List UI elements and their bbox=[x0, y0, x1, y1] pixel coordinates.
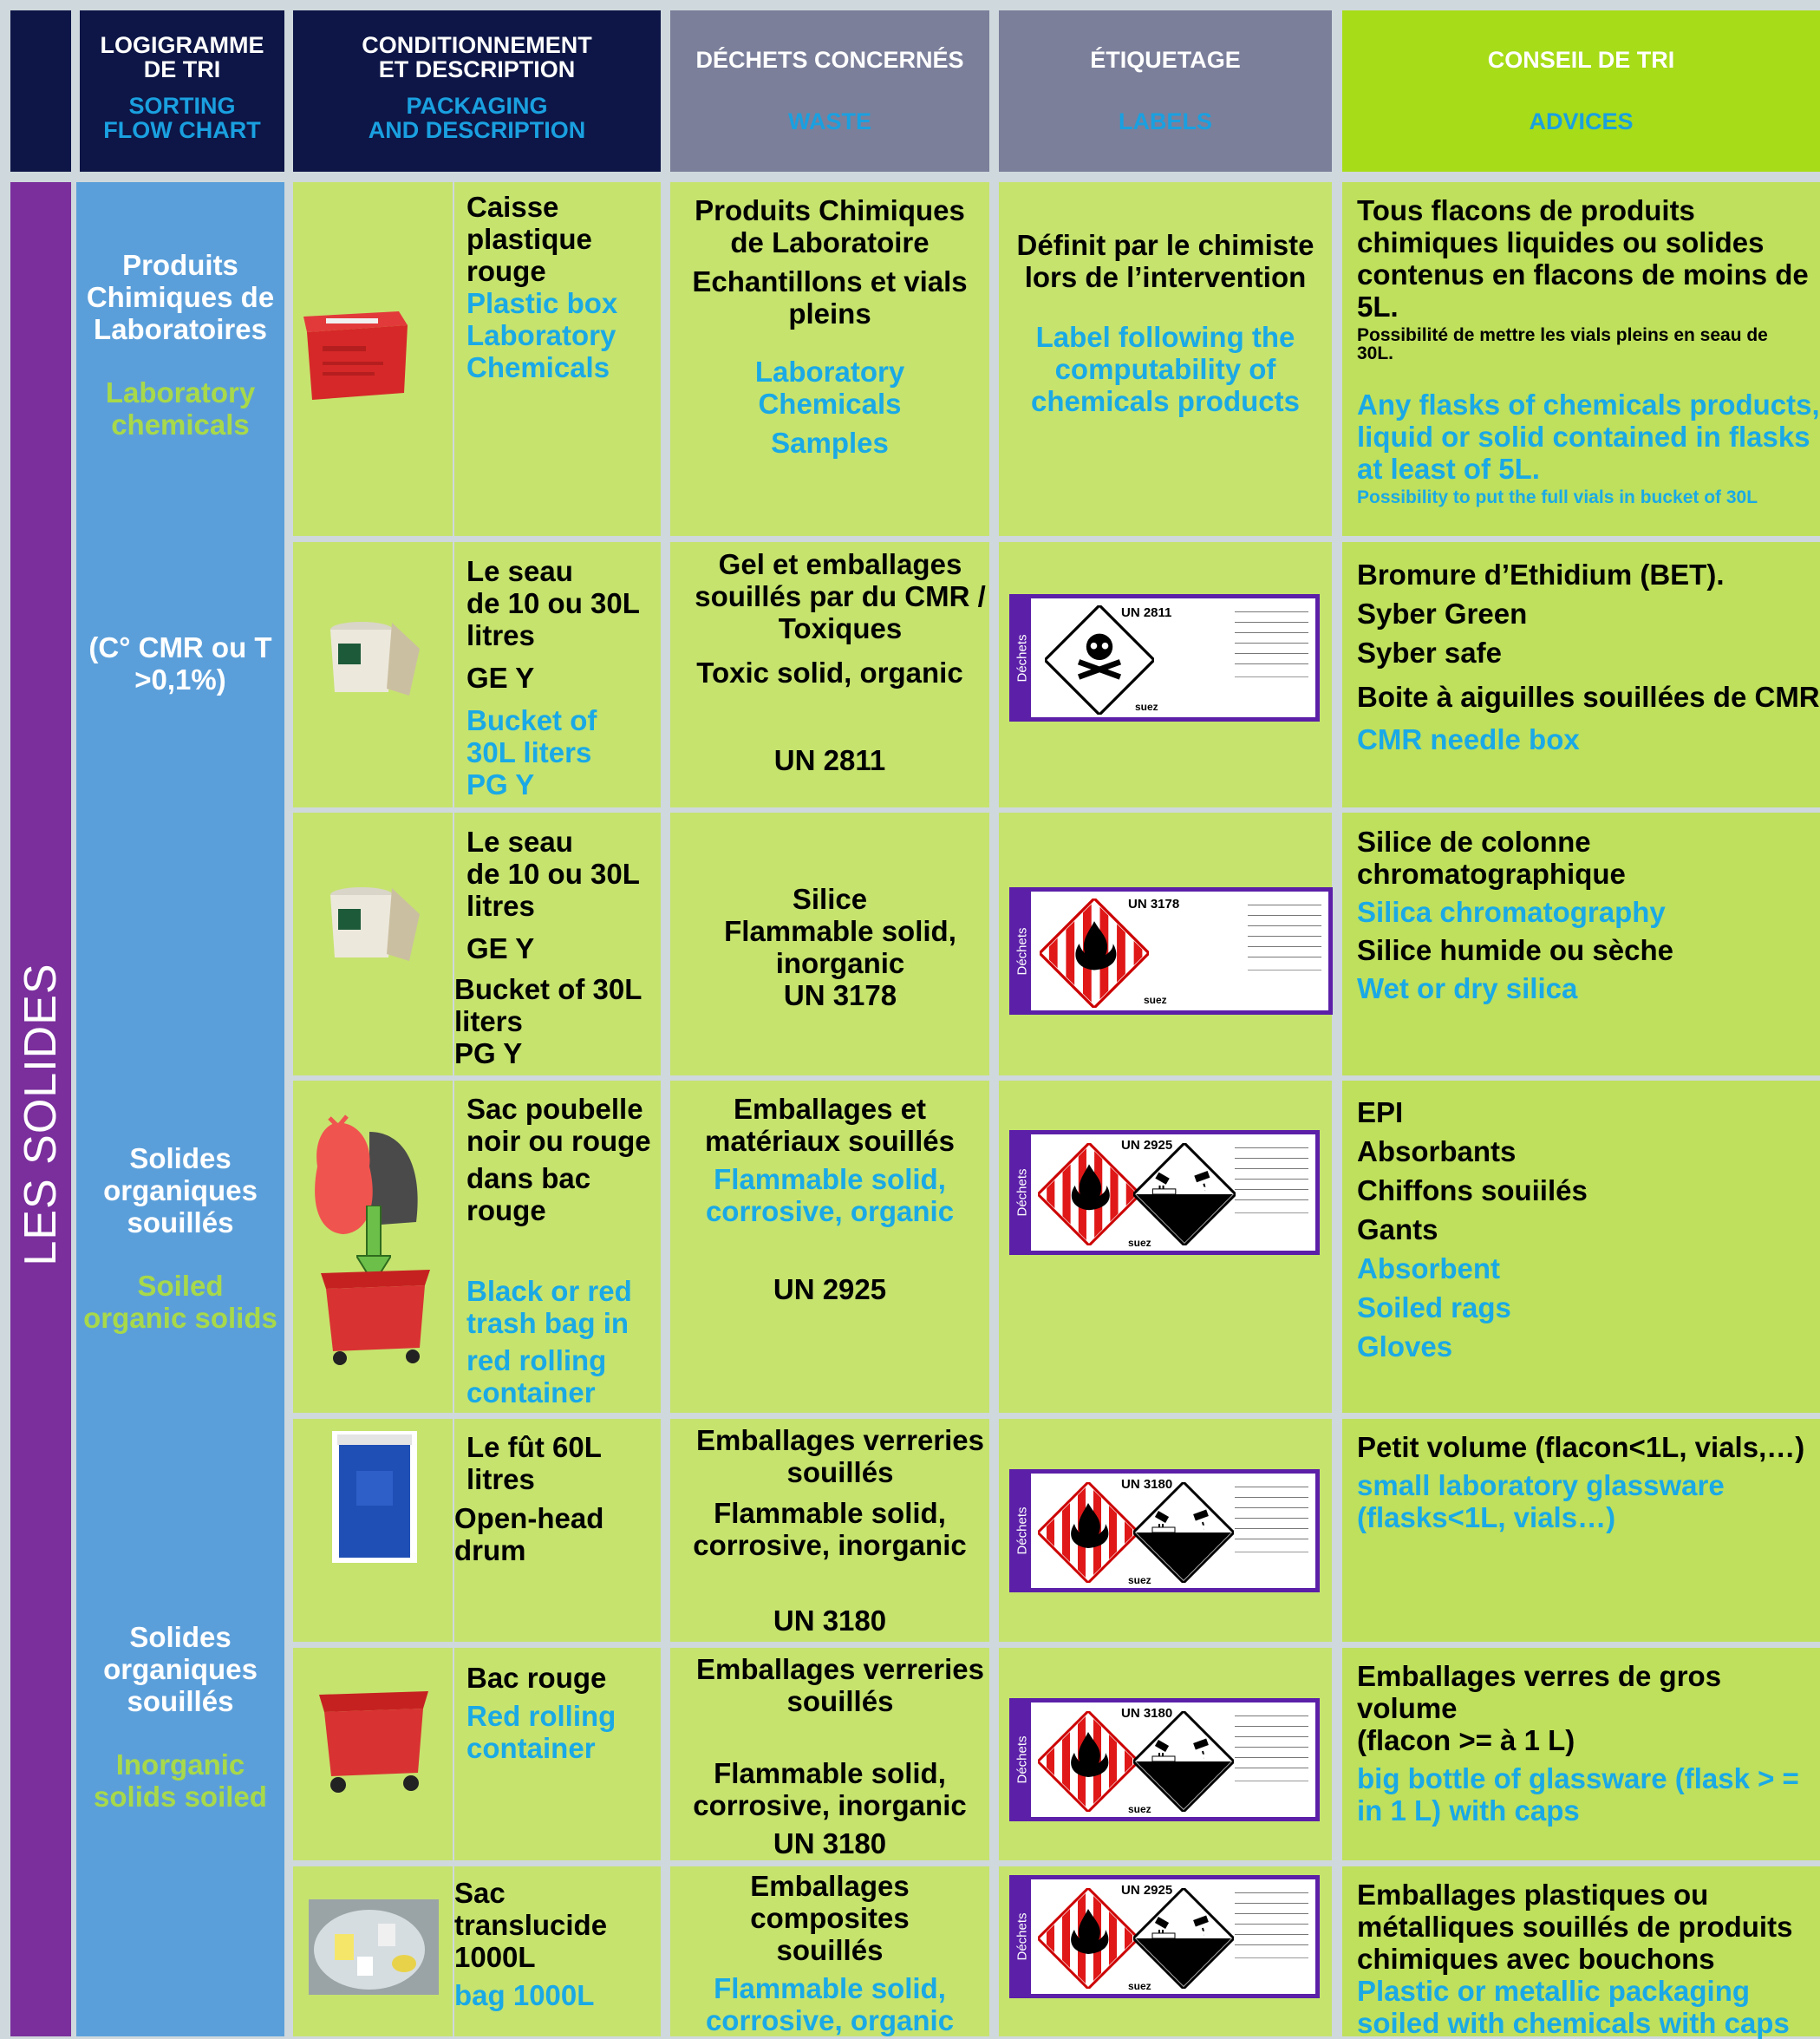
packaging-description bbox=[466, 555, 640, 801]
header-text: ÉTIQUETAGE bbox=[1090, 47, 1241, 73]
label-brand: suez bbox=[1128, 1237, 1151, 1249]
label-en: Label following the bbox=[1035, 321, 1295, 353]
advice-fr: EPI bbox=[1357, 1096, 1404, 1128]
label-form-lines bbox=[1235, 1883, 1308, 1958]
section-title: LES SOLIDES bbox=[16, 963, 66, 1266]
advice-fr: métalliques souillés de produits bbox=[1357, 1911, 1793, 1943]
category-label: >0,1%) bbox=[134, 663, 226, 696]
waste-fr: pleins bbox=[788, 297, 871, 330]
white-bucket-photo bbox=[323, 618, 427, 701]
advice-en: (flasks<1L, vials…) bbox=[1357, 1501, 1616, 1533]
advice-en: at least of 5L. bbox=[1357, 453, 1540, 485]
waste-fr: Toxiques bbox=[778, 612, 903, 644]
packaging-description bbox=[454, 1877, 607, 2011]
label-side-text: Déchets bbox=[1014, 1912, 1030, 1961]
waste-description bbox=[681, 1653, 1000, 1717]
advice-fr: chimiques avec bouchons bbox=[1357, 1943, 1715, 1975]
red-rolling-container-photo bbox=[317, 1259, 434, 1369]
label-fr: lors de l’intervention bbox=[1024, 261, 1307, 293]
header-text-en: LABELS bbox=[1119, 108, 1212, 134]
advice-fr: chimiques liquides ou solides bbox=[1357, 226, 1765, 258]
label-side-band bbox=[1014, 1879, 1031, 1994]
label-un-code: UN 3180 bbox=[1121, 1706, 1173, 1721]
advice-fr: Emballages plastiques ou bbox=[1357, 1879, 1709, 1911]
label-side-band bbox=[1014, 598, 1031, 717]
waste-fr: Echantillons et vials bbox=[692, 265, 968, 297]
packaging-fr: rouge bbox=[466, 255, 546, 287]
waste-fr: Emballages et bbox=[734, 1093, 926, 1125]
header-text-en: AND DESCRIPTION bbox=[368, 117, 586, 143]
packaging-fr: de 10 ou 30L bbox=[466, 858, 640, 890]
category-lab-chemicals bbox=[76, 249, 284, 441]
packaging-description bbox=[466, 191, 617, 383]
packaging-description bbox=[466, 1662, 616, 1764]
packaging-en: Plastic box bbox=[466, 287, 618, 319]
waste-description bbox=[670, 883, 989, 915]
category-label: organiques bbox=[103, 1653, 258, 1685]
header-col-flowchart bbox=[80, 10, 284, 172]
advice-fr: Syber safe bbox=[1357, 637, 1502, 669]
packaging-en: container bbox=[466, 1732, 596, 1764]
waste-en-line: Flammable solid, bbox=[714, 1497, 946, 1529]
advice-fr: Boite à aiguilles souillées de CMR bbox=[1357, 681, 1820, 713]
advice-fr: Petit volume (flacon<1L, vials,…) bbox=[1357, 1431, 1805, 1463]
flammable-solid-pictogram bbox=[1040, 899, 1149, 1008]
packaging-fr: translucide bbox=[454, 1909, 608, 1941]
hazard-label-un2925 bbox=[1009, 1875, 1320, 1998]
header-col-packaging bbox=[293, 10, 661, 172]
category-label: Solides bbox=[129, 1142, 232, 1174]
packaging-en: Bucket of bbox=[466, 704, 597, 736]
advice-description bbox=[1357, 1093, 1588, 1366]
header-text-en: PACKAGING bbox=[406, 93, 548, 119]
category-cmr bbox=[76, 631, 284, 696]
waste-fr: Emballages composites bbox=[750, 1870, 910, 1934]
waste-fr: Emballages verreries bbox=[695, 1424, 985, 1456]
waste-fr: souillés bbox=[776, 1934, 884, 1966]
label-brand: suez bbox=[1128, 1574, 1151, 1586]
flammable-solid-pictogram bbox=[1038, 1711, 1138, 1812]
label-un-code: UN 3178 bbox=[1128, 897, 1180, 912]
waste-en: corrosive, organic bbox=[705, 2004, 955, 2036]
packaging-fr: Sac bbox=[454, 1877, 506, 1909]
header-text-en: FLOW CHART bbox=[103, 117, 261, 143]
white-bucket-photo bbox=[323, 883, 427, 966]
flammable-solid-pictogram bbox=[1038, 1888, 1138, 1989]
advice-en: small laboratory glassware bbox=[1357, 1469, 1725, 1501]
packaging-fr: GE Y bbox=[466, 662, 535, 694]
waste-fr: matériaux souillés bbox=[705, 1125, 955, 1157]
category-soiled-organic bbox=[76, 1142, 284, 1334]
waste-description bbox=[670, 194, 989, 459]
corrosive-pictogram bbox=[1133, 1711, 1234, 1812]
category-label: organiques bbox=[103, 1174, 258, 1206]
hazard-label-un3180 bbox=[1009, 1698, 1320, 1821]
waste-fr: Produits Chimiques bbox=[695, 194, 965, 226]
advice-fr: Emballages verres de gros volume bbox=[1357, 1660, 1722, 1724]
hazard-label-un3180 bbox=[1009, 1469, 1320, 1592]
waste-en: corrosive, organic bbox=[705, 1195, 955, 1227]
packaging-fr: noir ou rouge bbox=[466, 1125, 651, 1157]
label-side-text: Déchets bbox=[1014, 1168, 1030, 1217]
waste-fr: Silice bbox=[792, 883, 868, 915]
packaging-en: PG Y bbox=[466, 768, 535, 801]
waste-en: Flammable solid, bbox=[714, 1163, 946, 1195]
packaging-en: Red rolling bbox=[466, 1700, 616, 1732]
header-col-labels bbox=[999, 10, 1332, 172]
packaging-en-line: drum bbox=[454, 1534, 526, 1566]
label-side-band bbox=[1014, 892, 1031, 1010]
flammable-solid-pictogram bbox=[1038, 1143, 1140, 1245]
header-text: DÉCHETS CONCERNÉS bbox=[695, 47, 964, 73]
packaging-fr: litres bbox=[466, 1463, 535, 1495]
advice-description bbox=[1357, 555, 1820, 759]
label-un-code: UN 3180 bbox=[1121, 1477, 1173, 1492]
waste-en bbox=[681, 915, 1000, 979]
waste-en-line: Flammable solid, bbox=[724, 915, 956, 947]
red-plastic-box-photo bbox=[297, 299, 413, 402]
header-col-waste bbox=[670, 10, 989, 172]
advice-en: big bottle of glassware (flask > = bbox=[1357, 1762, 1799, 1794]
label-side-text: Déchets bbox=[1014, 926, 1030, 976]
waste-description bbox=[681, 1424, 1000, 1488]
label-form-lines bbox=[1235, 1138, 1308, 1213]
category-label-en: Inorganic bbox=[115, 1748, 245, 1781]
packaging-en-line: PG Y bbox=[454, 1037, 523, 1069]
label-fr: Définit par le chimiste bbox=[1016, 229, 1314, 261]
advice-en: Absorbent bbox=[1357, 1252, 1500, 1284]
advice-fr: Chiffons souiilés bbox=[1357, 1174, 1588, 1206]
advice-fr-note: 30L. bbox=[1357, 343, 1394, 363]
advice-fr: Gants bbox=[1357, 1213, 1438, 1245]
label-brand: suez bbox=[1128, 1980, 1151, 1992]
packaging-fr: de 10 ou 30L bbox=[466, 587, 640, 619]
packaging-en: Laboratory bbox=[466, 319, 616, 351]
category-label: souillés bbox=[127, 1685, 234, 1717]
packaging-en bbox=[454, 1502, 603, 1566]
advice-description bbox=[1357, 826, 1673, 1004]
packaging-en: 30L liters bbox=[466, 736, 592, 768]
label-un-code: UN 2811 bbox=[1121, 605, 1172, 620]
waste-en-line: inorganic bbox=[775, 947, 905, 979]
corrosive-pictogram bbox=[1133, 1482, 1234, 1583]
header-text: CONDITIONNEMENT bbox=[362, 32, 592, 58]
packaging-fr: Le fût 60L bbox=[466, 1431, 602, 1463]
packaging-en-line: liters bbox=[454, 1005, 523, 1037]
label-side-band bbox=[1014, 1474, 1031, 1588]
packaging-fr: Caisse bbox=[466, 191, 559, 223]
header-col-advices bbox=[1342, 10, 1820, 172]
packaging-fr: litres bbox=[466, 619, 535, 651]
category-label-en: Soiled bbox=[137, 1270, 224, 1302]
label-description bbox=[999, 229, 1332, 417]
advice-fr: Silice humide ou sèche bbox=[1357, 934, 1673, 966]
advice-fr: (flacon >= à 1 L) bbox=[1357, 1724, 1575, 1756]
label-side-band bbox=[1014, 1702, 1031, 1817]
section-bar bbox=[10, 182, 71, 2036]
waste-en-line: corrosive, inorganic bbox=[693, 1529, 967, 1561]
category-label-en: solids soiled bbox=[94, 1781, 267, 1813]
packaging-en: trash bag in bbox=[466, 1307, 629, 1339]
label-un-code: UN 2925 bbox=[1121, 1138, 1173, 1153]
corrosive-pictogram bbox=[1133, 1888, 1234, 1989]
skull-crossbones-pictogram bbox=[1045, 605, 1154, 715]
translucent-bag-photo bbox=[309, 1899, 439, 1995]
waste-fr: souillés par du CMR / bbox=[695, 580, 986, 612]
packaging-en bbox=[454, 973, 642, 1069]
category-soiled-inorganic bbox=[76, 1621, 284, 1813]
header-text-en: ADVICES bbox=[1529, 108, 1634, 134]
header-text-en: SORTING bbox=[128, 93, 236, 119]
packaging-fr: plastique bbox=[466, 223, 592, 255]
waste-fr: de Laboratoire bbox=[730, 226, 930, 258]
packaging-en: bag 1000L bbox=[454, 1979, 595, 2011]
packaging-fr: Le seau bbox=[466, 826, 573, 858]
label-form-lines bbox=[1235, 1477, 1308, 1552]
advice-en: Silica chromatography bbox=[1357, 896, 1666, 928]
waste-description bbox=[670, 1093, 989, 1305]
advice-fr: Syber Green bbox=[1357, 598, 1528, 630]
waste-fr: souillés bbox=[786, 1456, 894, 1488]
advice-description bbox=[1357, 1660, 1820, 1827]
header-text: LOGIGRAMME bbox=[100, 32, 264, 58]
packaging-en: container bbox=[466, 1376, 596, 1408]
advice-fr: Silice de colonne bbox=[1357, 826, 1591, 858]
packaging-fr: Le seau bbox=[466, 555, 573, 587]
packaging-en-line: Open-head bbox=[454, 1502, 604, 1534]
waste-en: Samples bbox=[771, 427, 889, 459]
advice-description bbox=[1357, 1431, 1804, 1533]
hazard-label-un3178 bbox=[1009, 887, 1333, 1015]
label-form-lines bbox=[1235, 602, 1308, 677]
waste-un-number: UN 3178 bbox=[783, 979, 897, 1011]
category-label: Chimiques de bbox=[86, 281, 275, 313]
waste-en-line: Flammable solid, bbox=[714, 1757, 946, 1789]
packaging-fr: Bac rouge bbox=[466, 1662, 607, 1694]
waste-en bbox=[670, 1757, 989, 1821]
category-label-en: organic solids bbox=[83, 1302, 277, 1334]
label-brand: suez bbox=[1144, 994, 1167, 1006]
waste-un-number: UN 2925 bbox=[773, 1273, 887, 1305]
advice-description bbox=[1357, 194, 1820, 509]
advice-fr: 5L. bbox=[1357, 291, 1399, 323]
flammable-solid-pictogram bbox=[1038, 1482, 1138, 1583]
advice-fr: Bromure d’Ethidium (BET). bbox=[1357, 559, 1725, 591]
label-un-code: UN 2925 bbox=[1121, 1883, 1173, 1898]
advice-fr-note: Possibilité de mettre les vials pleins en seau de bbox=[1357, 325, 1768, 345]
advice-en: Wet or dry silica bbox=[1357, 972, 1578, 1004]
waste-fr: Gel et emballages bbox=[718, 548, 962, 580]
packaging-description bbox=[466, 1093, 651, 1408]
waste-un-number: UN 2811 bbox=[773, 744, 886, 776]
packaging-fr: rouge bbox=[466, 1194, 546, 1226]
header-text: ET DESCRIPTION bbox=[378, 56, 576, 82]
label-side-text: Déchets bbox=[1014, 633, 1030, 683]
advice-en: Soiled rags bbox=[1357, 1291, 1511, 1323]
packaging-en: red rolling bbox=[466, 1344, 607, 1376]
advice-fr: contenus en flacons de moins de bbox=[1357, 258, 1809, 291]
waste-en: Chemicals bbox=[758, 388, 902, 420]
advice-en: Plastic or metallic packaging bbox=[1357, 1975, 1751, 2007]
header-text: CONSEIL DE TRI bbox=[1487, 47, 1675, 73]
waste-en: Laboratory bbox=[754, 356, 905, 388]
blue-drum-photo bbox=[332, 1431, 417, 1563]
label-side-band bbox=[1014, 1134, 1031, 1251]
header-text-en: WASTE bbox=[787, 108, 871, 134]
waste-fr: Emballages verreries bbox=[695, 1653, 985, 1685]
advice-fr: chromatographique bbox=[1357, 858, 1626, 890]
advice-en-note: Possibility to put the full vials in bucket of 30L bbox=[1357, 487, 1758, 507]
packaging-fr: dans bac bbox=[466, 1162, 591, 1194]
category-label: Solides bbox=[129, 1621, 232, 1653]
waste-un-number: UN 3180 bbox=[773, 1827, 887, 1859]
advice-fr: Tous flacons de produits bbox=[1357, 194, 1695, 226]
waste-en: Toxic solid, organic bbox=[696, 657, 963, 689]
corrosive-pictogram bbox=[1133, 1143, 1236, 1245]
waste-description bbox=[681, 548, 1000, 644]
advice-en: CMR needle box bbox=[1357, 723, 1580, 755]
category-label-en: chemicals bbox=[111, 408, 250, 441]
advice-en: Gloves bbox=[1357, 1330, 1453, 1363]
waste-en-line: corrosive, inorganic bbox=[693, 1789, 967, 1821]
advice-en: in 1 L) with caps bbox=[1357, 1794, 1580, 1827]
category-label: souillés bbox=[127, 1206, 234, 1238]
advice-en: Any flasks of chemicals products, bbox=[1357, 389, 1820, 421]
packaging-en-line: Bucket of 30L bbox=[454, 973, 643, 1005]
packaging-en: Chemicals bbox=[466, 351, 610, 383]
advice-en: soiled with chemicals with caps bbox=[1357, 2007, 1790, 2039]
header-corner bbox=[10, 10, 71, 172]
packaging-en: Black or red bbox=[466, 1275, 632, 1307]
waste-description bbox=[670, 1870, 989, 2036]
header-text: DE TRI bbox=[143, 56, 221, 82]
red-rolling-container-photo bbox=[316, 1689, 432, 1799]
label-side-text: Déchets bbox=[1014, 1735, 1030, 1784]
advice-en: liquid or solid contained in flasks bbox=[1357, 421, 1810, 453]
label-en: computability of bbox=[1054, 353, 1276, 385]
advice-description bbox=[1357, 1879, 1792, 2039]
hazard-label-un2925 bbox=[1009, 1130, 1320, 1255]
label-form-lines bbox=[1235, 1706, 1308, 1781]
packaging-fr: Sac poubelle bbox=[466, 1093, 643, 1125]
category-label: (C° CMR ou T bbox=[88, 631, 272, 663]
waste-un-number: UN 3180 bbox=[773, 1604, 887, 1637]
waste-en: Flammable solid, bbox=[714, 1972, 946, 2004]
packaging-fr: litres bbox=[466, 890, 535, 922]
label-form-lines bbox=[1248, 895, 1321, 970]
hazard-label-un2811 bbox=[1009, 594, 1320, 722]
waste-fr: souillés bbox=[786, 1685, 894, 1717]
label-brand: suez bbox=[1135, 701, 1158, 713]
category-label: Produits bbox=[122, 249, 238, 281]
packaging-fr: GE Y bbox=[466, 932, 535, 964]
label-side-text: Déchets bbox=[1014, 1506, 1030, 1555]
packaging-fr: 1000L bbox=[454, 1941, 536, 1973]
waste-en bbox=[670, 1497, 989, 1561]
category-label-en: Laboratory bbox=[105, 376, 256, 408]
packaging-description bbox=[466, 1431, 602, 1495]
label-brand: suez bbox=[1128, 1803, 1151, 1815]
packaging-description bbox=[466, 826, 640, 964]
category-label: Laboratoires bbox=[94, 313, 267, 345]
label-en: chemicals products bbox=[1031, 385, 1300, 417]
advice-fr: Absorbants bbox=[1357, 1135, 1517, 1167]
